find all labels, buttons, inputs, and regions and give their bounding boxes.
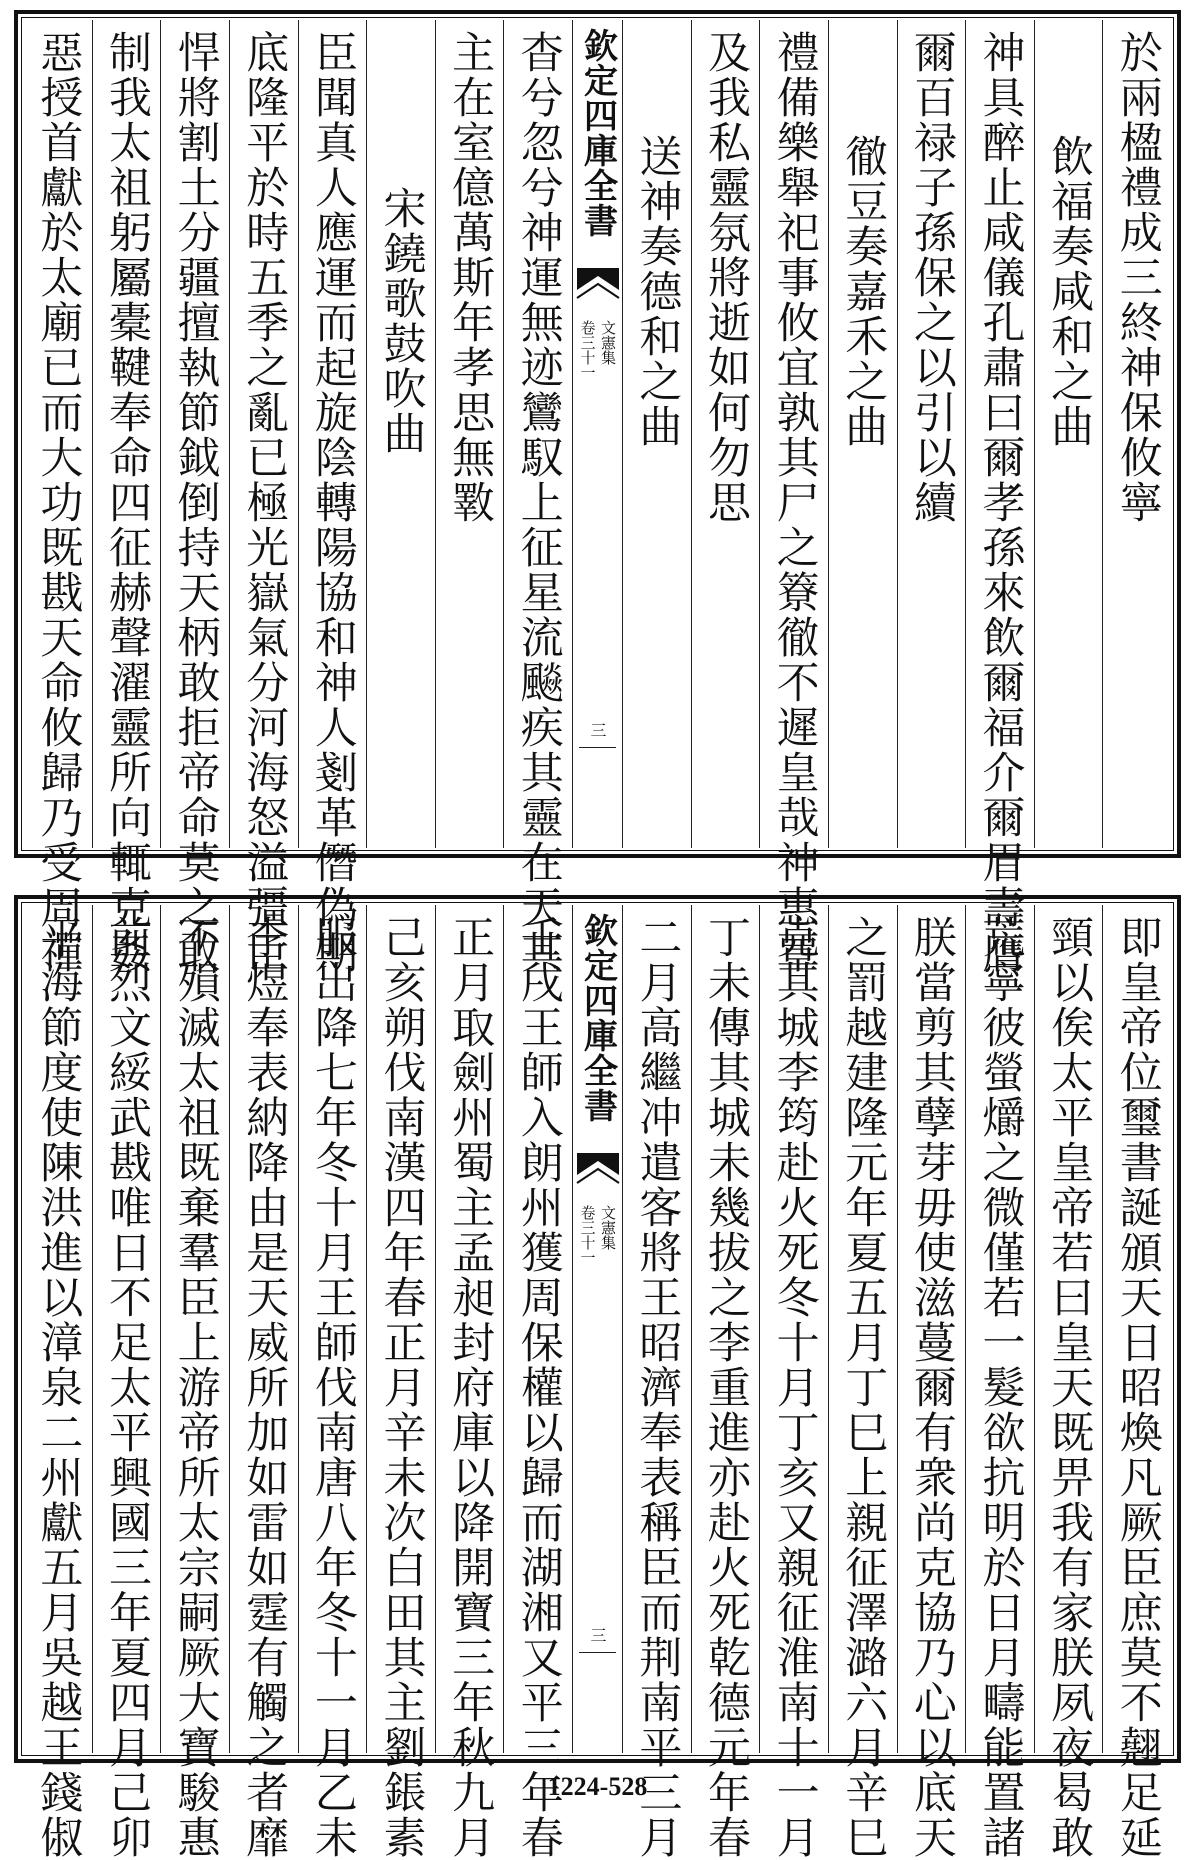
text-column (503, 20, 572, 975)
column-text: 及我私靈氛將逝如何勿思 (700, 30, 751, 525)
column-text: 平海節度使陳洪進以漳泉二州獻五月吳越王錢俶 (33, 915, 84, 1860)
gutter-volume: 卷三十一 (578, 320, 597, 380)
gutter-title: 欽定四庫全書 (577, 913, 618, 1123)
text-column (160, 905, 229, 1860)
column-text: 徹豆奏嘉禾之曲 (838, 134, 889, 449)
column-text: 頸以俟太平皇帝若曰皇天既畀我有家朕夙夜曷敢 (1044, 915, 1095, 1860)
column-text: 荒寧彼螢爝之微僅若一髮欲抗明於日月疇能置諸 (975, 915, 1026, 1860)
gutter-volume: 卷三十一 (578, 1205, 597, 1265)
center-gutter (572, 20, 622, 848)
column-text: 杳兮忽兮神運無迹鸞馭上征星流飈疾其靈在天其 (513, 30, 564, 975)
column-text: 服出降七年冬十月王師伐南唐八年冬十一月乙未 (307, 915, 358, 1860)
text-column (435, 905, 504, 1860)
gutter-rule (579, 1652, 616, 1653)
column-text: 前烈文綏武戡唯日不足太平興國三年夏四月己卯 (101, 915, 152, 1860)
text-column (897, 20, 966, 848)
text-column (897, 905, 966, 1860)
column-text: 克其城李筠赴火死冬十月丁亥又親征淮南十一月 (769, 915, 820, 1860)
column-text: 飲福奏咸和之曲 (1044, 134, 1095, 449)
column-text: 禮備樂舉祀事攸宜孰其尸之簝徹不遲皇哉神惠覃 (769, 30, 820, 975)
column-text: 正月取劍州蜀主孟昶封府庫以降開寶三年秋九月 (445, 915, 496, 1860)
column-text: 壬戌王師入朗州獲周保權以歸而湖湘又平三年春 (513, 915, 564, 1860)
column-text: 送神奏德和之曲 (632, 134, 683, 449)
text-column (229, 905, 298, 1860)
gutter-title: 欽定四庫全書 (577, 28, 618, 238)
text-column (24, 905, 92, 1860)
column-text: 制我太祖躬屬橐鞬奉命四征赫聲濯靈所向輒克姦 (101, 30, 152, 975)
page-number: 1224-528 (547, 1772, 648, 1801)
text-column (1102, 905, 1171, 1860)
text-column (759, 905, 828, 1860)
gutter-page-number: 三 (588, 1627, 607, 1643)
column-text: 悍將割土分疆擅執節鉞倒持天柄敢拒帝命莫之敢 (170, 30, 221, 975)
column-text: 朕當剪其孽芽毋使滋蔓爾有衆尚克協乃心以底天 (906, 915, 957, 1860)
gutter-collection: 文憲集 (599, 320, 617, 365)
text-column (1034, 905, 1103, 1860)
column-text: 不殞滅太祖既棄羣臣上游帝所太宗嗣厥大寶駿惠 (170, 915, 221, 1860)
column-text: 神具醉止咸儀孔肅曰爾孝孫來飲爾福介爾眉壽膺 (975, 30, 1026, 975)
text-column (1102, 20, 1171, 848)
column-text: 丁未傳其城未幾拔之李重進亦赴火死乾德元年春 (700, 915, 751, 1860)
text-column (92, 905, 161, 1860)
text-column (503, 905, 572, 1860)
column-text: 主在室億萬斯年孝思無斁 (445, 30, 496, 525)
fish-tail-mark-icon (577, 268, 619, 308)
text-column (298, 905, 367, 1860)
text-column (366, 20, 435, 848)
column-text: 底隆平於時五季之亂已極光嶽氣分河海怒溢彊臣 (239, 30, 290, 975)
top-columns (24, 20, 1171, 975)
text-column (1034, 20, 1103, 848)
gutter-collection: 文憲集 (599, 1205, 617, 1250)
column-text: 宋鐃歌鼓吹曲 (376, 186, 427, 456)
column-text: 己亥朔伐南漢四年春正月辛未次白田其主劉鋹素 (376, 915, 427, 1860)
text-column (366, 905, 435, 1860)
gutter-rule (579, 747, 616, 748)
text-column (92, 20, 161, 975)
top-page (14, 10, 1181, 975)
gutter-subtitle (579, 1205, 616, 1265)
center-gutter (572, 905, 622, 1753)
column-text: 即皇帝位璽書誕頒天日昭煥凡厥臣庶莫不翹足延 (1112, 915, 1163, 1860)
column-text: 於兩楹禮成三終神保攸寧 (1112, 30, 1163, 525)
column-text: 之罰越建隆元年夏五月丁巳上親征澤潞六月辛巳 (838, 915, 889, 1860)
text-column (622, 20, 691, 848)
column-text: 李煜奉表納降由是天威所加如雷如霆有觸之者靡 (239, 915, 290, 1860)
column-text: 惡授首獻於太廟已而大功既戡天命攸歸乃受周禪 (33, 30, 84, 975)
text-column (298, 20, 367, 975)
text-column (622, 905, 691, 1860)
column-text: 臣聞真人應運而起旋陰轉陽協和神人剗革僭偽期 (307, 30, 358, 975)
fish-tail-mark-icon (577, 1153, 619, 1193)
text-column (828, 20, 897, 848)
text-column (435, 20, 504, 848)
column-text: 二月高繼冲遣客將王昭濟奉表稱臣而荆南平三月 (632, 915, 683, 1860)
gutter-page-number: 三 (588, 722, 607, 738)
text-column (24, 20, 92, 975)
text-column (229, 20, 298, 975)
text-column (828, 905, 897, 1860)
text-column (965, 20, 1034, 975)
text-column (160, 20, 229, 975)
gutter-subtitle (579, 320, 616, 380)
text-column (691, 905, 760, 1860)
text-column (691, 20, 760, 848)
text-column (965, 905, 1034, 1860)
column-text: 爾百禄子孫保之以引以續 (906, 30, 957, 525)
text-column (759, 20, 828, 975)
